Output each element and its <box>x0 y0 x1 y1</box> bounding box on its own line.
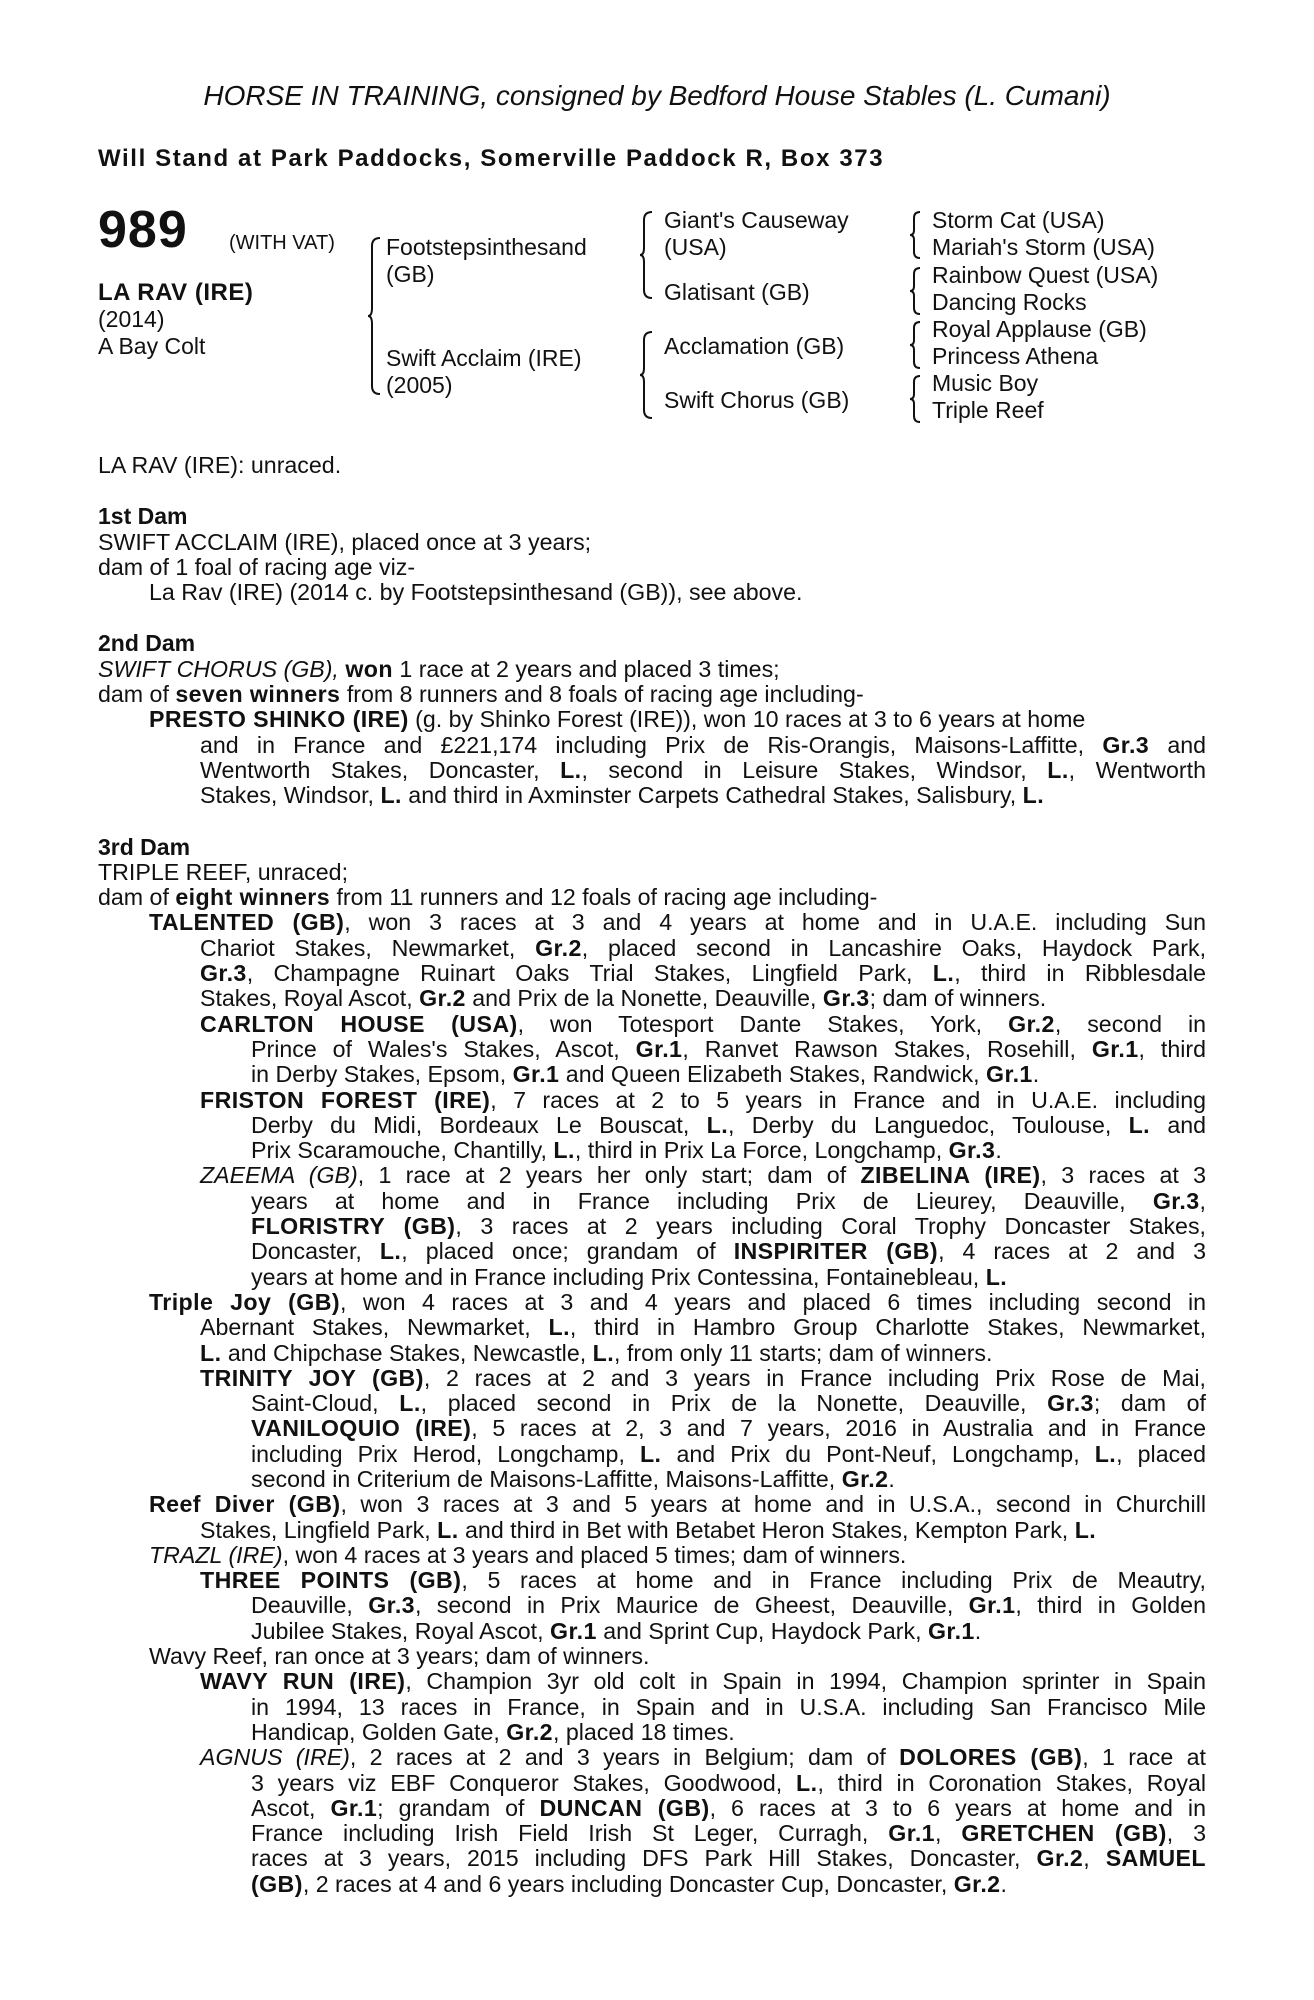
horse-name: Reef Diver (GB) <box>149 1491 341 1518</box>
text: , won 3 races at 3 and 4 years at home and in U.A.E. including Sun <box>344 909 1206 936</box>
entry-line <box>98 783 1206 808</box>
entry-line <box>98 1796 1206 1821</box>
ancestor-royal-applause: Royal Applause (GB) <box>932 316 1147 342</box>
vat-note: (WITH VAT) <box>229 232 335 254</box>
sire-origin: (GB) <box>386 261 435 287</box>
entry-line <box>98 1012 1206 1037</box>
text: and Prix de la Nonette, Deauville, <box>472 985 817 1012</box>
horse-name: TRINITY JOY (GB) <box>200 1364 424 1391</box>
entry-line <box>98 986 1206 1011</box>
text: , second in <box>1054 1010 1206 1037</box>
catalogue-title: HORSE IN TRAINING, consigned by Bedford House Stables (L. Cumani) <box>203 80 1111 111</box>
text: and Queen Elizabeth Stakes, Randwick, <box>565 1061 980 1088</box>
grade: L. <box>1128 1111 1151 1138</box>
horse-name: SAMUEL <box>1105 1845 1206 1872</box>
text: from 11 runners and 12 foals of racing age including- <box>336 884 878 911</box>
entry-line <box>98 1593 1206 1618</box>
foaling-year: (2014) <box>98 306 165 332</box>
text: Ascot, <box>251 1794 316 1821</box>
grade: L. <box>796 1769 818 1796</box>
text: , 3 races at 3 <box>1040 1162 1207 1189</box>
text: and Sprint Cup, Haydock Park, <box>603 1617 922 1644</box>
grade: Gr.2 <box>1036 1845 1084 1872</box>
text: , placed <box>1116 1440 1206 1467</box>
sire-dam-brace <box>368 236 382 396</box>
grade: L. <box>379 1238 402 1265</box>
second-dam-heading: 2nd Dam <box>98 630 196 657</box>
grade: Gr.2 <box>535 934 582 961</box>
grade: L. <box>1074 1516 1097 1543</box>
grade: L. <box>200 1339 222 1366</box>
ancestor-storm-cat: Storm Cat (USA) <box>932 207 1105 233</box>
text: Stakes, Windsor, <box>200 782 374 809</box>
text: . <box>888 1465 895 1492</box>
grade: Gr.3 <box>822 985 870 1012</box>
dam-dam-name: Swift Chorus (GB) <box>664 387 850 413</box>
text: second in Criterium de Maisons-Laffitte, Maisons-Laffitte, <box>251 1465 836 1492</box>
dam-parents-brace <box>640 330 654 420</box>
text: , third in Golden <box>1015 1592 1206 1619</box>
entry-line <box>98 1366 1206 1391</box>
third-dam-heading: 3rd Dam <box>98 833 191 860</box>
text: (g. by Shinko Forest (IRE)), won 10 races at 3 to 6 years at home <box>415 706 1086 733</box>
text: , 5 races at 2, 3 and 7 years, 2016 in Australia and in France <box>471 1415 1207 1442</box>
sire-sire-origin: (USA) <box>664 234 727 260</box>
text: , placed 18 times. <box>552 1718 735 1745</box>
ancestor-princess-athena: Princess Athena <box>932 343 1099 369</box>
horse-name: CARLTON HOUSE (USA) <box>200 1010 518 1037</box>
text: , <box>1199 1187 1206 1214</box>
entry-line <box>98 1846 1206 1871</box>
horse-name: PRESTO SHINKO (IRE) <box>149 706 409 733</box>
text: , third in Ribblesdale <box>954 960 1206 987</box>
text: and third in Axminster Carpets Cathedral Stakes, Salisbury, <box>408 782 1017 809</box>
ancestor-music-boy: Music Boy <box>932 370 1039 396</box>
emphasis: eight winners <box>175 884 330 911</box>
stabling-location: Will Stand at Park Paddocks, Somerville Paddock R, Box 373 <box>98 145 885 172</box>
emphasis: won <box>345 655 393 682</box>
text: , 1 race at 2 years her only start; dam of <box>357 1162 847 1189</box>
text: Derby du Midi, Bordeaux Le Bouscat, <box>251 1111 690 1138</box>
text: , 6 races at 3 to 6 years at home and in <box>709 1794 1206 1821</box>
grade: L. <box>985 1263 1008 1290</box>
sire-sire-name: Giant's Causeway <box>664 207 849 233</box>
entry-line <box>98 936 1206 961</box>
grade: L. <box>553 1137 575 1164</box>
entry-line <box>98 1163 1206 1188</box>
grade: Gr.1 <box>550 1617 597 1644</box>
entry-line: Wavy Reef, ran once at 3 years; dam of winners. <box>149 1643 650 1670</box>
text: , 2 races at 2 and 3 years in France including Prix Rose de Mai, <box>423 1364 1206 1391</box>
text: , second in Leisure Stakes, Windsor, <box>581 756 1027 783</box>
text: , Derby du Languedoc, Toulouse, <box>728 1111 1112 1138</box>
text: Handicap, Golden Gate, <box>251 1718 500 1745</box>
entry-line <box>98 1189 1206 1214</box>
grade: Gr.3 <box>368 1592 415 1619</box>
text: years at home and in France including Prix de Lieurey, Deauville, <box>251 1187 1126 1214</box>
grade: Gr.3 <box>948 1137 996 1164</box>
text: , second in Prix Maurice de Gheest, Deauville, <box>414 1592 954 1619</box>
text: dam of <box>98 681 169 708</box>
grade: L. <box>437 1516 459 1543</box>
grade: L. <box>560 756 582 783</box>
text: , Champagne Ruinart Oaks Trial Stakes, Lingfield Park, <box>246 960 913 987</box>
text: , third in Prix La Force, Longchamp, <box>574 1137 943 1164</box>
text: . <box>974 1617 982 1644</box>
entry-line <box>98 1391 1206 1416</box>
text: , placed second in Prix de la Nonette, Deauville, <box>420 1390 1027 1417</box>
second-dam-line <box>98 657 1206 682</box>
entry-line <box>98 1467 1206 1492</box>
sire-parents-brace <box>640 210 654 300</box>
horse-name: FLORISTRY (GB) <box>251 1213 456 1240</box>
text: , third in Coronation Stakes, Royal <box>817 1769 1206 1796</box>
horse-name: ZIBELINA (IRE) <box>860 1162 1041 1189</box>
text: in Derby Stakes, Epsom, <box>251 1061 507 1088</box>
text: including Prix Herod, Longchamp, <box>251 1440 625 1467</box>
first-dam-line: SWIFT ACCLAIM (IRE), placed once at 3 years; <box>98 528 592 555</box>
text: , 2 races at 4 and 6 years including Doncaster Cup, Doncaster, <box>302 1870 948 1897</box>
horse-name: THREE POINTS (GB) <box>200 1567 462 1594</box>
horse-name: WAVY RUN (IRE) <box>200 1668 406 1695</box>
text: dam of <box>98 884 169 911</box>
text: , Champion 3yr old colt in Spain in 1994, Champion sprinter in Spain <box>405 1668 1206 1695</box>
entry-line <box>98 758 1206 783</box>
text: , placed once; grandam of <box>401 1238 716 1265</box>
horse-name: Triple Joy (GB) <box>149 1288 340 1315</box>
entry-line <box>98 1290 1206 1315</box>
text: , 4 races at 2 and 3 <box>938 1238 1206 1265</box>
ancestor-rainbow-quest: Rainbow Quest (USA) <box>932 262 1159 288</box>
emphasis: seven winners <box>175 681 341 708</box>
grade: L. <box>932 960 955 987</box>
text: , won 3 races at 3 and 5 years at home and in U.S.A., second in Churchill <box>340 1491 1207 1518</box>
text: , 3 races at 2 years including Coral Trophy Doncaster Stakes, <box>455 1213 1206 1240</box>
horse-name: DOLORES (GB) <box>899 1744 1083 1771</box>
text: and <box>1167 1111 1206 1138</box>
horse-name: (GB) <box>251 1870 303 1897</box>
entry-line <box>98 961 1206 986</box>
text: Doncaster, <box>251 1238 362 1265</box>
grade: Gr.1 <box>888 1820 935 1847</box>
grade: Gr.2 <box>1008 1010 1055 1037</box>
entry-line <box>98 733 1206 758</box>
text: ; grandam of <box>377 1794 525 1821</box>
grade: Gr.3 <box>1047 1390 1094 1417</box>
third-dam-line: TRIPLE REEF, unraced; <box>98 858 349 885</box>
grade: L. <box>706 1111 729 1138</box>
entry-line <box>98 1138 1206 1163</box>
text: , third in Hambro Group Charlotte Stakes, Newmarket, <box>569 1314 1207 1341</box>
entry-line <box>98 1239 1206 1264</box>
grade: L. <box>380 782 402 809</box>
ancestor-dancing-rocks: Dancing Rocks <box>932 289 1087 315</box>
text: races at 3 years, 2015 including DFS Park Hill Stakes, Doncaster, <box>251 1845 1021 1872</box>
grade: Gr.1 <box>330 1794 378 1821</box>
text: from 8 runners and 8 foals of racing age including- <box>346 681 864 708</box>
text: 3 years viz EBF Conqueror Stakes, Goodwood, <box>251 1769 783 1796</box>
text: , from only 11 starts; dam of winners. <box>614 1339 993 1366</box>
entry-line <box>98 1821 1206 1846</box>
grade: Gr.1 <box>928 1617 975 1644</box>
brace-g3 <box>910 320 922 370</box>
text: ; dam of <box>1093 1390 1206 1417</box>
grade: Gr.2 <box>841 1465 889 1492</box>
first-dam-line: dam of 1 foal of racing age viz- <box>98 553 416 580</box>
text: and third in Bet with Betabet Heron Stakes, Kempton Park, <box>465 1516 1069 1543</box>
text: Wentworth Stakes, Doncaster, <box>200 756 540 783</box>
text: ; dam of winners. <box>869 985 1047 1012</box>
grade: Gr.3 <box>1152 1187 1200 1214</box>
catalogue-body <box>98 453 1206 1897</box>
horse-name: LA RAV (IRE) <box>98 279 254 306</box>
text: 1 race at 2 years and placed 3 times; <box>399 655 780 682</box>
text: , Ranvet Rawson Stakes, Rosehill, <box>682 1035 1076 1062</box>
entry-line <box>98 1492 1206 1517</box>
text: France including Irish Field Irish St Leger, Curragh, <box>251 1820 869 1847</box>
text: and Prix du Pont-Neuf, Longchamp, <box>676 1440 1080 1467</box>
entry-line <box>98 1720 1206 1745</box>
entry-line <box>98 1113 1206 1138</box>
brace-g1 <box>910 210 922 260</box>
grade: L. <box>639 1440 662 1467</box>
text: Prix Scaramouche, Chantilly, <box>251 1137 547 1164</box>
grade: L. <box>1047 756 1069 783</box>
brace-g2 <box>910 266 922 316</box>
horse-name: FRISTON FOREST (IRE) <box>200 1086 491 1113</box>
entry-line <box>98 1088 1206 1113</box>
text: Stakes, Royal Ascot, <box>200 985 413 1012</box>
text: , won Totesport Dante Stakes, York, <box>517 1010 983 1037</box>
text: . <box>995 1137 1002 1164</box>
text: , <box>1083 1845 1090 1872</box>
entry-line <box>98 1771 1206 1796</box>
first-dam-line: La Rav (IRE) (2014 c. by Footstepsinthesand (GB)), see above. <box>149 579 803 606</box>
grade: L. <box>548 1314 570 1341</box>
entry-line <box>98 1568 1206 1593</box>
text: , 1 race at <box>1082 1744 1206 1771</box>
text: , 5 races at home and in France including Prix de Meautry, <box>461 1567 1206 1594</box>
text: , third <box>1138 1035 1206 1062</box>
entry-line <box>98 707 1206 732</box>
entry-line <box>98 1669 1206 1694</box>
entry-line <box>98 1745 1206 1770</box>
grade: Gr.1 <box>1091 1035 1139 1062</box>
horse-name: INSPIRITER (GB) <box>733 1238 939 1265</box>
grade: Gr.1 <box>968 1592 1016 1619</box>
grade: L. <box>399 1390 421 1417</box>
horse-name: VANILOQUIO (IRE) <box>251 1415 472 1442</box>
dam-sire-name: Acclamation (GB) <box>664 333 845 359</box>
ancestor-triple-reef: Triple Reef <box>932 397 1044 423</box>
entry-line <box>98 1037 1206 1062</box>
text: Prince of Wales's Stakes, Ascot, <box>251 1035 620 1062</box>
text: Jubilee Stakes, Royal Ascot, <box>251 1617 544 1644</box>
entry-line <box>98 1518 1206 1543</box>
horse-name: TALENTED (GB) <box>149 909 345 936</box>
entry-line <box>98 1214 1206 1239</box>
brace-g4 <box>910 374 922 424</box>
text: Deauville, <box>251 1592 353 1619</box>
text: , placed second in Lancashire Oaks, Haydock Park, <box>581 934 1207 961</box>
text: , Wentworth <box>1068 756 1206 783</box>
grade: Gr.3 <box>1102 731 1150 758</box>
second-dam-line <box>98 682 1206 707</box>
grade: L. <box>1094 1440 1117 1467</box>
horse-name: AGNUS (IRE) <box>200 1744 350 1771</box>
entry-line <box>98 1619 1206 1644</box>
entry-line <box>98 1416 1206 1441</box>
text: Chariot Stakes, Newmarket, <box>200 934 516 961</box>
ancestor-mariahs-storm: Mariah's Storm (USA) <box>932 234 1155 260</box>
text: , 3 <box>1166 1820 1206 1847</box>
text: , won 4 races at 3 and 4 years and placed 6 times including second in <box>340 1288 1206 1315</box>
sire-name: Footstepsinthesand <box>386 234 587 260</box>
entry-line <box>98 1265 1206 1290</box>
dam-year: (2005) <box>386 372 453 398</box>
text: and <box>1167 731 1206 758</box>
grade: L. <box>1022 782 1045 809</box>
entry-line <box>98 1341 1206 1366</box>
text: years at home and in France including Prix Contessina, Fontainebleau, <box>251 1263 980 1290</box>
text: Stakes, Lingfield Park, <box>200 1516 431 1543</box>
horse-name: ZAEEMA (GB) <box>200 1162 358 1189</box>
third-dam-line <box>98 885 1206 910</box>
entry-line <box>98 910 1206 935</box>
lot-number: 989 <box>98 201 188 259</box>
entry-line <box>98 1442 1206 1467</box>
entry-line <box>98 1872 1206 1897</box>
text: , won 4 races at 3 years and placed 5 times; dam of winners. <box>282 1541 907 1568</box>
grade: Gr.2 <box>953 1870 1001 1897</box>
grade: L. <box>592 1339 615 1366</box>
grade: Gr.1 <box>512 1061 560 1088</box>
text: Abernant Stakes, Newmarket, <box>200 1314 531 1341</box>
first-dam-heading: 1st Dam <box>98 503 188 530</box>
text: Saint-Cloud, <box>251 1390 379 1417</box>
grade: Gr.3 <box>200 960 247 987</box>
grade: Gr.1 <box>986 1061 1033 1088</box>
entry-line: in 1994, 13 races in France, in Spain and in U.S.A. including San Francisco Mile <box>251 1693 1206 1720</box>
sire-dam-name: Glatisant (GB) <box>664 279 810 305</box>
text: , 7 races at 2 to 5 years in France and in U.A.E. including <box>490 1086 1206 1113</box>
text: and in France and £221,174 including Prix de Ris-Orangis, Maisons-Laffitte, <box>200 731 1085 758</box>
horse-name: GRETCHEN (GB) <box>961 1820 1167 1847</box>
dam-name: Swift Acclaim (IRE) <box>386 345 582 371</box>
horse-description: A Bay Colt <box>98 333 206 359</box>
text: and Chipchase Stakes, Newcastle, <box>227 1339 587 1366</box>
text: . <box>1032 1061 1040 1088</box>
horse-name: TRAZL (IRE) <box>149 1541 283 1568</box>
entry-line <box>98 1543 1206 1568</box>
grade: Gr.1 <box>635 1035 683 1062</box>
entry-line <box>98 1062 1206 1087</box>
entry-line <box>98 1315 1206 1340</box>
text: , <box>934 1820 942 1847</box>
grade: Gr.2 <box>419 985 466 1012</box>
race-record: LA RAV (IRE): unraced. <box>98 452 342 478</box>
grade: Gr.2 <box>506 1718 553 1745</box>
dam-name: SWIFT CHORUS (GB), <box>98 655 339 682</box>
horse-name: DUNCAN (GB) <box>539 1794 710 1821</box>
text: . <box>1000 1870 1007 1897</box>
text: , 2 races at 2 and 3 years in Belgium; dam of <box>349 1744 886 1771</box>
